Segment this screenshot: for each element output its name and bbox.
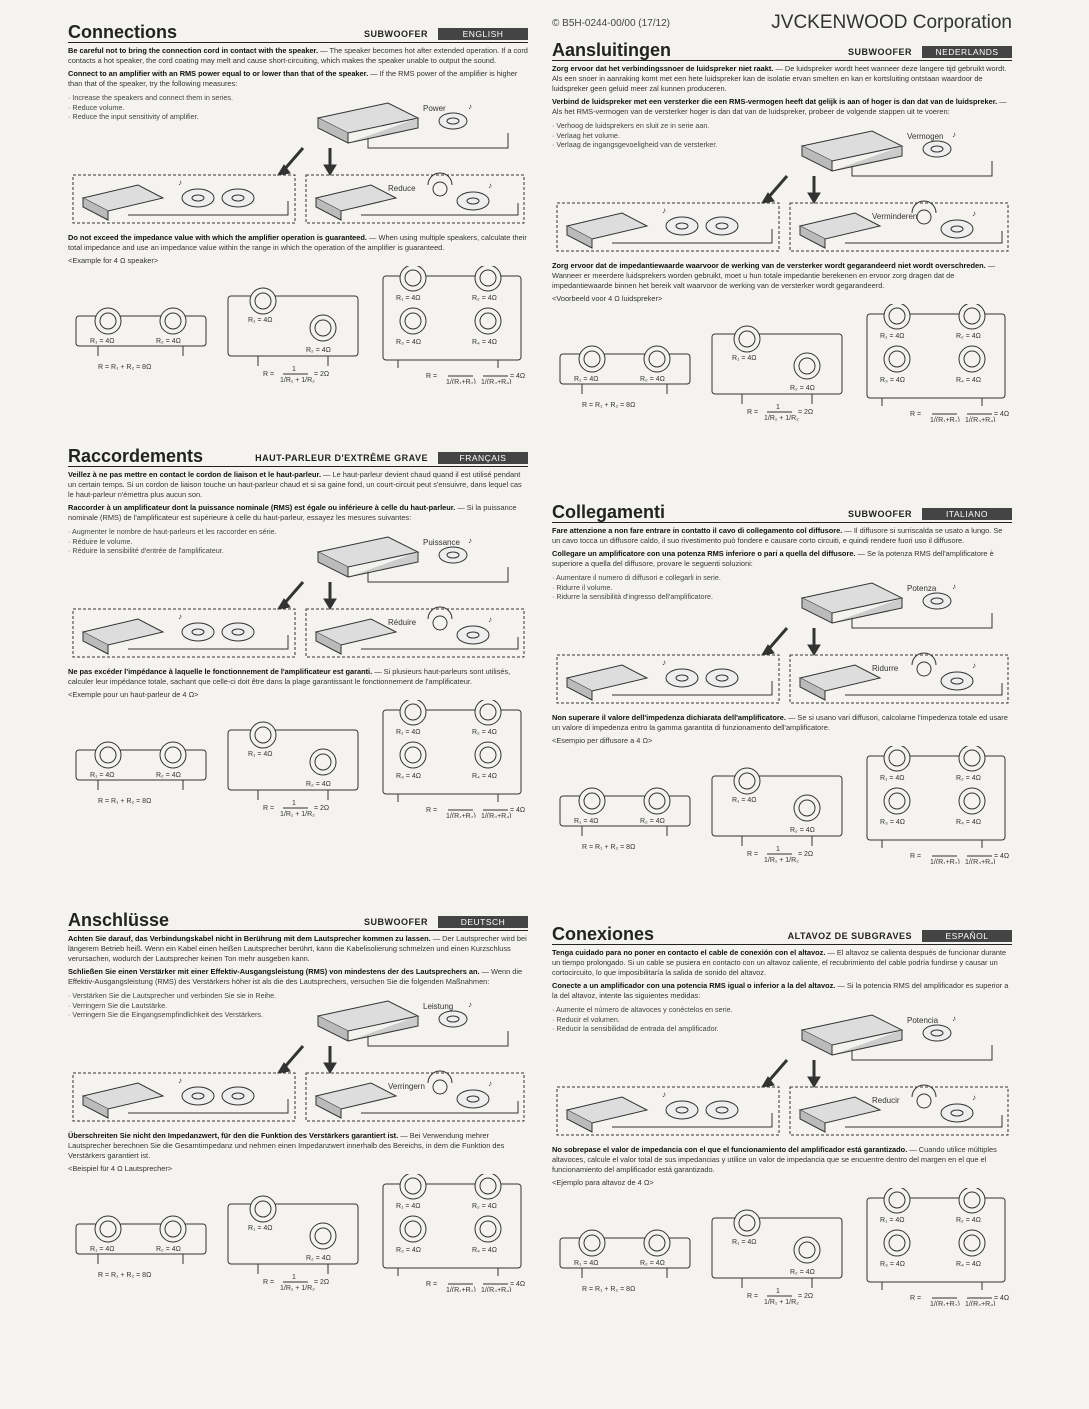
warning-text: — Wenn die Effektiv-Ausgangsleistung (RMS) des Verstärkers höher ist als die des Lautsprechers, versuchen Sie die folgenden Maßnahmen: [68, 967, 523, 986]
measure-item: · Verlaag het volume. [552, 131, 762, 141]
section-title: Raccordements [68, 446, 204, 466]
measures-list [552, 121, 762, 150]
svg-text:♪: ♪ [468, 1000, 472, 1009]
parallel-formula-left: R = [747, 851, 759, 858]
warning-cord-contact [552, 948, 1012, 978]
power-figure [68, 991, 528, 1128]
combo-denominator-2: 1/(R₃+R₄) [481, 813, 512, 818]
r1-label: R₁ = 4Ω [880, 1217, 905, 1224]
parallel-numerator: 1 [776, 1288, 780, 1295]
series-formula: R = R₁ + R₂ = 8Ω [98, 364, 152, 371]
parallel-formula-left: R = [747, 409, 759, 416]
r2-label: R₂ = 4Ω [472, 295, 497, 302]
combo-formula-left: R = [426, 1281, 438, 1288]
r3-label: R₃ = 4Ω [880, 1261, 906, 1268]
measure-item: · Ridurre la sensibilità d'ingresso dell'amplificatore. [552, 592, 762, 602]
warning-bold: Zorg ervoor dat het verbindingssnoer de luidspreker niet raakt. [552, 64, 774, 73]
combo-denominator-2: 1/(R₃+R₄) [965, 1301, 996, 1306]
series-formula: R = R₁ + R₂ = 8Ω [582, 402, 636, 409]
svg-text:♪: ♪ [662, 1090, 666, 1099]
r2-label: R₂ = 4Ω [640, 376, 665, 383]
svg-text:♪: ♪ [952, 582, 956, 591]
warning-text: — Wanneer er meerdere luidsprekers worden gebruikt, moet u hun totale impedantie berekenen en ervoor zorg dragen dat de impedantiewaarde binnen het bereik valt waarvoor de werking van de versterker wordt gegarandeerd. [552, 261, 996, 290]
power-label: Power [423, 104, 446, 113]
parallel-result: = 2Ω [314, 805, 330, 812]
warning-bold: Achten Sie darauf, das Verbindungskabel nicht in Berührung mit dem Lautsprecher kommen zu lassen. [68, 934, 431, 943]
warning-impedance [552, 1145, 1012, 1175]
language-badge: ESPAÑOL [922, 930, 1012, 942]
r1-label: R₁ = 4Ω [732, 1239, 757, 1246]
combo-result: = 4Ω [510, 373, 526, 380]
parallel-result: = 2Ω [798, 1293, 814, 1300]
measure-item: · Reduce volume. [68, 103, 278, 113]
r3-label: R₃ = 4Ω [396, 339, 422, 346]
parallel-numerator: 1 [292, 1274, 296, 1281]
r2-label: R₂ = 4Ω [156, 772, 181, 779]
warning-text: — Le haut-parleur devient chaud quand il est utilisé pendant un certain temps. Si un cordon de liaison touche un haut-parleur chaud et si sa gaine fond, un court-circuit peut s'ensuivre, dans lequel cas le haut-parleur n'émettra plus aucun son. [68, 470, 522, 499]
section-header [552, 502, 1012, 523]
r2-label: R₂ = 4Ω [306, 1255, 331, 1262]
warning-rms-power [552, 981, 1012, 1001]
combo-denominator-1: 1/(R₁+R₂) [446, 379, 476, 384]
r1-label: R₁ = 4Ω [396, 295, 421, 302]
warning-text: — The speaker becomes hot after extended operation. If a cord contacts a hot speaker, the cord coating may melt and cause short-circuiting, which makes the speaker unable to output the sound. [68, 46, 528, 65]
impedance-diagrams [68, 1174, 528, 1292]
warning-bold: Conecte a un amplificador con una potencia RMS igual o inferior a la del altavoz. [552, 981, 836, 990]
combo-formula-left: R = [910, 1295, 922, 1302]
svg-text:♪: ♪ [178, 612, 182, 621]
r1-label: R₁ = 4Ω [574, 376, 599, 383]
r4-label: R₄ = 4Ω [472, 773, 498, 780]
language-badge: NEDERLANDS [922, 46, 1012, 58]
warning-bold: Verbind de luidspreker met een versterker die een RMS-vermogen heeft dat gelijk is aan of hoger is dan dat van de luidspreker. [552, 97, 998, 106]
r4-label: R₄ = 4Ω [472, 1247, 498, 1254]
warning-text: — El altavoz se calienta después de funcionar durante un tiempo prolongado. Si un cable se pusiera en contacto con un altavoz caliente, el recubrimiento del cable podría fundirse y causar un cortocircuito, lo que imposibilitaría la salida de sonido del altavoz. [552, 948, 1007, 977]
r1-label: R₁ = 4Ω [396, 1203, 421, 1210]
r3-label: R₃ = 4Ω [880, 819, 906, 826]
warning-text: — Bei Verwendung mehrer Lautsprecher berechnen Sie die Gesamtimpedanz und nehmen einen Impedanzwert innerhalb des Bereichs, in dem die Funktion des Verstärkers garantiert ist. [68, 1131, 505, 1160]
parallel-denominator: 1/R₁ + 1/R₂ [764, 1299, 799, 1306]
warning-bold: Collegare un amplificatore con una potenza RMS inferiore o pari a quella del diffusore. [552, 549, 856, 558]
combo-formula-left: R = [426, 807, 438, 814]
r1-label: R₁ = 4Ω [90, 338, 115, 345]
measures-list [68, 991, 278, 1020]
r1-label: R₁ = 4Ω [248, 751, 273, 758]
section-header [552, 924, 1012, 945]
r3-label: R₃ = 4Ω [880, 377, 906, 384]
r2-label: R₂ = 4Ω [306, 781, 331, 788]
r2-label: R₂ = 4Ω [640, 1260, 665, 1267]
language-section-es [552, 924, 1012, 1311]
section-subtitle: SUBWOOFER [364, 29, 428, 39]
r1-label: R₁ = 4Ω [248, 317, 273, 324]
svg-text:♪: ♪ [468, 102, 472, 111]
warning-text: — Der Lautsprecher wird bei längerem Betrieb heiß. Wenn ein Kabel einen heißen Lautsprecher berührt, kann die Kabelisolierung schmelzen und einen Kurzschluss verursachen, wodurch der Lautsprecher keinen Ton mehr ausgeben kann. [68, 934, 527, 963]
section-title: Connections [68, 22, 178, 42]
section-header [552, 40, 1012, 61]
warning-text: — When using multiple speakers, calculate their total impedance and use an impedance value within the range in which the operation of the amplifier is guaranteed. [68, 233, 527, 252]
combo-denominator-1: 1/(R₁+R₂) [930, 859, 960, 864]
combo-denominator-2: 1/(R₃+R₄) [481, 1287, 512, 1292]
power-figure [68, 527, 528, 664]
language-section-fr [68, 446, 528, 823]
warning-rms-power [552, 97, 1012, 117]
combo-denominator-1: 1/(R₁+R₂) [930, 417, 960, 422]
series-formula: R = R₁ + R₂ = 8Ω [98, 798, 152, 805]
r2-label: R₂ = 4Ω [790, 385, 815, 392]
impedance-diagrams [552, 1188, 1012, 1306]
r4-label: R₄ = 4Ω [956, 819, 982, 826]
measures-list [552, 573, 762, 602]
impedance-diagrams [68, 700, 528, 818]
svg-text:♪: ♪ [952, 1014, 956, 1023]
combo-denominator-1: 1/(R₁+R₂) [446, 813, 476, 818]
warning-bold: Connect to an amplifier with an RMS power equal to or lower than that of the speaker. [68, 69, 369, 78]
measure-item: · Ridurre il volume. [552, 583, 762, 593]
parallel-denominator: 1/R₁ + 1/R₂ [280, 1285, 315, 1292]
warning-rms-power [68, 503, 528, 523]
section-title: Conexiones [552, 924, 655, 944]
r2-label: R₂ = 4Ω [306, 347, 331, 354]
warning-bold: Zorg ervoor dat de impedantiewaarde waarvoor de werking van de versterker wordt gegarandeerd niet wordt overschreden. [552, 261, 986, 270]
r1-label: R₁ = 4Ω [248, 1225, 273, 1232]
language-section-en [68, 22, 528, 389]
svg-text:♪: ♪ [952, 130, 956, 139]
parallel-formula-left: R = [747, 1293, 759, 1300]
combo-denominator-1: 1/(R₁+R₂) [930, 1301, 960, 1306]
warning-text: — Si la potencia RMS del amplificador es superior a la del altavoz, intente las siguientes medidas: [552, 981, 1009, 1000]
reduce-label: Verringern [388, 1082, 425, 1091]
r1-label: R₁ = 4Ω [732, 355, 757, 362]
impedance-example-caption: <Exemple pour un haut-parleur de 4 Ω> [68, 690, 199, 699]
warning-bold: Do not exceed the impedance value with which the amplifier operation is guaranteed. [68, 233, 367, 242]
r3-label: R₃ = 4Ω [396, 1247, 422, 1254]
impedance-example-caption: <Example for 4 Ω speaker> [68, 256, 159, 265]
combo-result: = 4Ω [994, 853, 1010, 860]
impedance-example-caption: <Voorbeeld voor 4 Ω luidspreker> [552, 294, 663, 303]
warning-text: — Si la puissance nominale (RMS) de l'amplificateur est supérieure à celle du haut-parleur, essayez les mesures suivantes: [68, 503, 517, 522]
warning-impedance [68, 1131, 528, 1161]
section-subtitle: HAUT-PARLEUR D'EXTRÊME GRAVE [255, 453, 428, 463]
warning-text: — If the RMS power of the amplifier is higher than that of the speaker, try the following measures: [68, 69, 518, 88]
r4-label: R₄ = 4Ω [472, 339, 498, 346]
r1-label: R₁ = 4Ω [90, 1246, 115, 1253]
parallel-formula-left: R = [263, 805, 275, 812]
language-section-nl [552, 40, 1012, 427]
measure-item: · Verlaag de ingangsgevoeligheid van de versterker. [552, 140, 762, 150]
r1-label: R₁ = 4Ω [574, 818, 599, 825]
warning-bold: Veillez à ne pas mettre en contact le cordon de liaison et le haut-parleur. [68, 470, 321, 479]
impedance-example-caption: <Esempio per diffusore a 4 Ω> [552, 736, 653, 745]
section-header [68, 22, 528, 43]
svg-text:♪: ♪ [488, 1079, 492, 1088]
measures-list [68, 527, 278, 556]
language-section-de [68, 910, 528, 1297]
corporation-name: JVCKENWOOD Corporation [771, 12, 1012, 33]
reduce-label: Reducir [872, 1096, 900, 1105]
warning-rms-power [68, 69, 528, 89]
warning-cord-contact [552, 64, 1012, 94]
measure-item: · Verstärken Sie die Lautsprecher und verbinden Sie sie in Reihe. [68, 991, 278, 1001]
parallel-formula-left: R = [263, 371, 275, 378]
r2-label: R₂ = 4Ω [472, 729, 497, 736]
warning-cord-contact [552, 526, 1012, 546]
measure-item: · Reducir la sensibilidad de entrada del amplificador. [552, 1024, 762, 1034]
impedance-example-caption: <Beispiel für 4 Ω Lautsprecher> [68, 1164, 173, 1173]
power-label: Puissance [423, 538, 460, 547]
warning-cord-contact [68, 46, 528, 66]
r3-label: R₃ = 4Ω [396, 773, 422, 780]
language-badge: ITALIANO [922, 508, 1012, 520]
measures-list [68, 93, 278, 122]
r2-label: R₂ = 4Ω [156, 338, 181, 345]
combo-formula-left: R = [910, 411, 922, 418]
warning-text: — De luidspreker wordt heet wanneer deze langere tijd gebruikt wordt. Als een snoer in aanraking komt met een hete luidspreker kan de isolatie ervan smelten en kan er kortsluiting ontstaan waardoor de luidspreker geen geluid meer zal kunnen produceren. [552, 64, 1007, 93]
r2-label: R₂ = 4Ω [956, 1217, 981, 1224]
section-title: Aansluitingen [552, 40, 672, 60]
parallel-result: = 2Ω [314, 371, 330, 378]
r1-label: R₁ = 4Ω [732, 797, 757, 804]
measure-item: · Augmenter le nombre de haut-parleurs et les raccorder en série. [68, 527, 278, 537]
svg-text:♪: ♪ [488, 615, 492, 624]
series-formula: R = R₁ + R₂ = 8Ω [582, 1286, 636, 1293]
combo-formula-left: R = [426, 373, 438, 380]
impedance-diagrams [552, 746, 1012, 864]
warning-text: — Als het RMS-vermogen van de versterker hoger is dan dat van de luidspreker, probeer de volgende stappen uit te voeren: [552, 97, 1007, 116]
section-subtitle: ALTAVOZ DE SUBGRAVES [787, 931, 912, 941]
warning-bold: Schließen Sie einen Verstärker mit einer Effektiv-Ausgangsleistung (RMS) von mindestens der des Lautsprechers an. [68, 967, 480, 976]
warning-bold: Be careful not to bring the connection cord in contact with the speaker. [68, 46, 319, 55]
warning-cord-contact [68, 470, 528, 500]
series-formula: R = R₁ + R₂ = 8Ω [582, 844, 636, 851]
impedance-diagrams [68, 266, 528, 384]
svg-text:♪: ♪ [662, 658, 666, 667]
impedance-example-caption: <Ejemplo para altavoz de 4 Ω> [552, 1178, 654, 1187]
warning-bold: Ne pas excéder l'impédance à laquelle le fonctionnement de l'amplificateur est garanti. [68, 667, 373, 676]
measures-list [552, 1005, 762, 1034]
section-subtitle: SUBWOOFER [848, 47, 912, 57]
reduce-label: Réduire [388, 618, 417, 627]
power-label: Leistung [423, 1002, 454, 1011]
power-figure [552, 573, 1012, 710]
parallel-numerator: 1 [292, 800, 296, 807]
section-title: Anschlüsse [68, 910, 170, 930]
r1-label: R₁ = 4Ω [574, 1260, 599, 1267]
parallel-result: = 2Ω [314, 1279, 330, 1286]
measure-item: · Reduce the input sensitivity of amplifier. [68, 112, 278, 122]
warning-bold: No sobrepase el valor de impedancia con el que el funcionamiento del amplificador está garantizado. [552, 1145, 908, 1154]
combo-result: = 4Ω [994, 1295, 1010, 1302]
combo-result: = 4Ω [510, 1281, 526, 1288]
warning-cord-contact [68, 934, 528, 964]
svg-text:♪: ♪ [972, 1093, 976, 1102]
warning-text: — Se si usano vari diffusori, calcolarne l'impedenza totale ed usare un valore di impedenza entro la gamma garantita di funzionamento dell'amplificatore. [552, 713, 1008, 732]
combo-denominator-1: 1/(R₁+R₂) [446, 1287, 476, 1292]
r1-label: R₁ = 4Ω [880, 333, 905, 340]
parallel-denominator: 1/R₁ + 1/R₂ [280, 377, 315, 384]
series-formula: R = R₁ + R₂ = 8Ω [98, 1272, 152, 1279]
warning-bold: Tenga cuidado para no poner en contacto el cable de conexión con el altavoz. [552, 948, 826, 957]
warning-impedance [552, 261, 1012, 291]
power-label: Potenza [907, 584, 937, 593]
warning-text: — Il diffusore si surriscalda se usato a lungo. Se un cavo tocca un diffusore caldo, il suo rivestimento può fondere e causare corto circuiti, e quindi rendere fuori uso il diffusore. [552, 526, 1003, 545]
warning-text: — Si plusieurs haut-parleurs sont utilisés, calculer leur impédance totale, sachant que celle-ci doit être dans la plage garantissant le fonctionnement de l'amplificateur. [68, 667, 511, 686]
measure-item: · Verringern Sie die Eingangsempfindlichkeit des Verstärkers. [68, 1010, 278, 1020]
parallel-formula-left: R = [263, 1279, 275, 1286]
r2-label: R₂ = 4Ω [790, 827, 815, 834]
r1-label: R₁ = 4Ω [880, 775, 905, 782]
warning-text: — Se la potenza RMS dell'amplificatore è superiore a quella del diffusore, provare le seguenti soluzioni: [552, 549, 994, 568]
r2-label: R₂ = 4Ω [956, 775, 981, 782]
language-badge: FRANÇAIS [438, 452, 528, 464]
measure-item: · Increase the speakers and connect them in series. [68, 93, 278, 103]
warning-impedance [68, 667, 528, 687]
warning-bold: Non superare il valore dell'impedenza dichiarata dell'amplificatore. [552, 713, 786, 722]
parallel-result: = 2Ω [798, 851, 814, 858]
combo-denominator-2: 1/(R₃+R₄) [481, 379, 512, 384]
parallel-denominator: 1/R₁ + 1/R₂ [764, 857, 799, 864]
combo-denominator-2: 1/(R₃+R₄) [965, 417, 996, 422]
document-number: © B5H-0244-00/00 (17/12) [552, 18, 670, 29]
combo-formula-left: R = [910, 853, 922, 860]
language-badge: ENGLISH [438, 28, 528, 40]
r2-label: R₂ = 4Ω [956, 333, 981, 340]
parallel-denominator: 1/R₁ + 1/R₂ [764, 415, 799, 422]
measure-item: · Verringern Sie die Lautstärke. [68, 1001, 278, 1011]
section-title: Collegamenti [552, 502, 666, 522]
combo-result: = 4Ω [994, 411, 1010, 418]
reduce-label: Verminderen [872, 212, 918, 221]
measure-item: · Réduire le volume. [68, 537, 278, 547]
r2-label: R₂ = 4Ω [790, 1269, 815, 1276]
combo-result: = 4Ω [510, 807, 526, 814]
r2-label: R₂ = 4Ω [156, 1246, 181, 1253]
parallel-denominator: 1/R₁ + 1/R₂ [280, 811, 315, 818]
warning-text: — Cuando utilice múltiples altavoces, calcule el valor total de sus impedancias y utilice un valor de impedancia que se encuentre dentro del margen en el que el funcionamiento del amplificador está garantizado. [552, 1145, 997, 1174]
warning-bold: Überschreiten Sie nicht den Impedanzwert, für den die Funktion des Verstärkers garantiert ist. [68, 1131, 399, 1140]
warning-rms-power [552, 549, 1012, 569]
warning-bold: Raccorder à un amplificateur dont la puissance nominale (RMS) est égale ou inférieure à celle du haut-parleur. [68, 503, 456, 512]
r2-label: R₂ = 4Ω [640, 818, 665, 825]
measure-item: · Verhoog de luidsprekers en sluit ze in serie aan. [552, 121, 762, 131]
reduce-label: Ridurre [872, 664, 899, 673]
measure-item: · Aumentare il numero di diffusori e collegarli in serie. [552, 573, 762, 583]
warning-impedance [552, 713, 1012, 733]
r4-label: R₄ = 4Ω [956, 377, 982, 384]
r2-label: R₂ = 4Ω [472, 1203, 497, 1210]
warning-bold: Fare attenzione a non fare entrare in contatto il cavo di collegamento col diffusore. [552, 526, 843, 535]
r1-label: R₁ = 4Ω [396, 729, 421, 736]
power-figure [552, 1005, 1012, 1142]
r4-label: R₄ = 4Ω [956, 1261, 982, 1268]
svg-text:♪: ♪ [662, 206, 666, 215]
parallel-result: = 2Ω [798, 409, 814, 416]
section-subtitle: SUBWOOFER [364, 917, 428, 927]
warning-impedance [68, 233, 528, 253]
svg-text:♪: ♪ [972, 661, 976, 670]
measure-item: · Reducir el volumen. [552, 1015, 762, 1025]
parallel-numerator: 1 [776, 404, 780, 411]
section-header [68, 446, 528, 467]
parallel-numerator: 1 [776, 846, 780, 853]
power-label: Vermogen [907, 132, 944, 141]
warning-rms-power [68, 967, 528, 987]
language-section-it [552, 502, 1012, 869]
impedance-diagrams [552, 304, 1012, 422]
section-header [68, 910, 528, 931]
language-badge: DEUTSCH [438, 916, 528, 928]
power-figure [552, 121, 1012, 258]
combo-denominator-2: 1/(R₃+R₄) [965, 859, 996, 864]
measure-item: · Aumente el número de altavoces y conéctelos en serie. [552, 1005, 762, 1015]
svg-text:♪: ♪ [488, 181, 492, 190]
measure-item: · Réduire la sensibilité d'entrée de l'amplificateur. [68, 546, 278, 556]
svg-text:♪: ♪ [972, 209, 976, 218]
page-header [552, 12, 1012, 38]
r1-label: R₁ = 4Ω [90, 772, 115, 779]
parallel-numerator: 1 [292, 366, 296, 373]
svg-text:♪: ♪ [468, 536, 472, 545]
reduce-label: Reduce [388, 184, 416, 193]
svg-text:♪: ♪ [178, 1076, 182, 1085]
power-label: Potencia [907, 1016, 939, 1025]
svg-text:♪: ♪ [178, 178, 182, 187]
section-subtitle: SUBWOOFER [848, 509, 912, 519]
power-figure [68, 93, 528, 230]
